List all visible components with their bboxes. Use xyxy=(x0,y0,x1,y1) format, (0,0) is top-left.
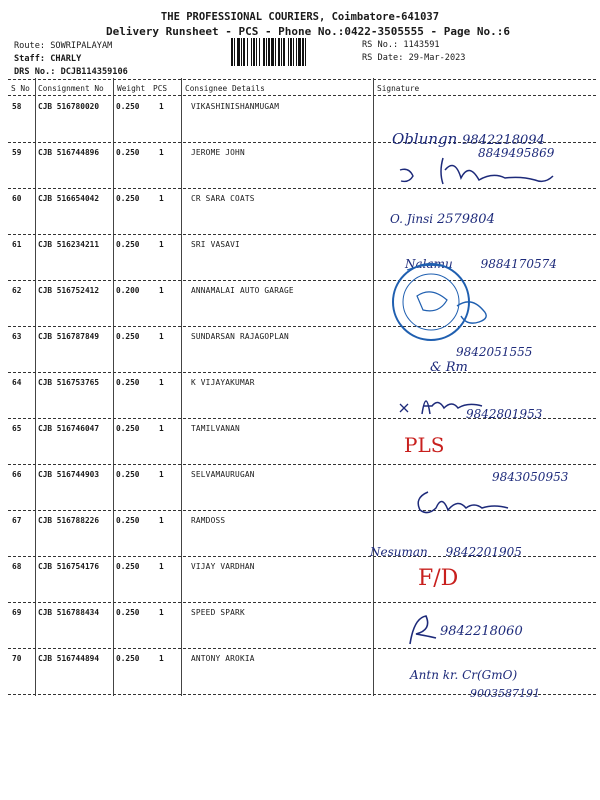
table-row xyxy=(8,281,596,327)
row-consignee: SELVAMAURUGAN xyxy=(191,470,255,479)
row-consignment-no: CJB 516654042 xyxy=(38,194,100,203)
row-pcs: 1 xyxy=(159,562,164,571)
row-consignee: K VIJAYAKUMAR xyxy=(191,378,255,387)
col-consignee: Consignee Details xyxy=(185,84,265,93)
row-weight: 0.250 xyxy=(116,470,140,479)
signature-59 xyxy=(395,150,565,195)
row-consignment-no: CJB 516746047 xyxy=(38,424,100,433)
row-pcs: 1 xyxy=(159,286,164,295)
staff-label: Staff: CHARLY xyxy=(14,54,82,64)
phone-63: 9842051555 xyxy=(456,345,533,359)
row-consignment-no: CJB 516754176 xyxy=(38,562,100,571)
row-pcs: 1 xyxy=(159,608,164,617)
row-sno: 59 xyxy=(12,148,22,157)
row-pcs: 1 xyxy=(159,240,164,249)
row-weight: 0.250 xyxy=(116,148,140,157)
row-consignment-no: CJB 516788434 xyxy=(38,608,100,617)
row-consignee: ANTONY AROKIA xyxy=(191,654,255,663)
row-consignment-no: CJB 516744903 xyxy=(38,470,100,479)
row-weight: 0.250 xyxy=(116,240,140,249)
row-sno: 64 xyxy=(12,378,22,387)
row-consignee: RAMDOSS xyxy=(191,516,226,525)
row-sno: 60 xyxy=(12,194,22,203)
row-consignment-no: CJB 516787849 xyxy=(38,332,100,341)
row-pcs: 1 xyxy=(159,194,164,203)
row-pcs: 1 xyxy=(159,654,164,663)
row-pcs: 1 xyxy=(159,470,164,479)
row-sno: 63 xyxy=(12,332,22,341)
row-consignment-no: CJB 516744896 xyxy=(38,148,100,157)
row-consignment-no: CJB 516744894 xyxy=(38,654,100,663)
row-sno: 68 xyxy=(12,562,22,571)
col-sno: S No xyxy=(11,84,30,93)
row-sno: 66 xyxy=(12,470,22,479)
row-pcs: 1 xyxy=(159,516,164,525)
company-stamp xyxy=(387,256,505,346)
col-consignment: Consignment No xyxy=(38,84,104,93)
document-title: THE PROFESSIONAL COURIERS, Coimbatore-641037 xyxy=(160,11,440,23)
row-weight: 0.200 xyxy=(116,286,140,295)
signature-67: Nesuman 9842201905 xyxy=(370,545,522,559)
row-consignee: ANNAMALAI AUTO GARAGE xyxy=(191,286,294,295)
phone-64: 9842801953 xyxy=(466,407,543,421)
drs-number: DRS No.: DCJB114359106 xyxy=(14,67,128,77)
row-consignee: JEROME JOHN xyxy=(191,148,245,157)
row-sno: 61 xyxy=(12,240,22,249)
note-65: PLS xyxy=(404,433,445,457)
row-weight: 0.250 xyxy=(116,194,140,203)
row-weight: 0.250 xyxy=(116,654,140,663)
row-consignee: SPEED SPARK xyxy=(191,608,245,617)
table-row xyxy=(8,189,596,235)
row-pcs: 1 xyxy=(159,378,164,387)
row-sno: 70 xyxy=(12,654,22,663)
row-sno: 58 xyxy=(12,102,22,111)
route-label: Route: SOWRIPALAYAM xyxy=(14,41,113,51)
phone-66: 9843050953 xyxy=(492,470,569,484)
row-consignee: SRI VASAVI xyxy=(191,240,240,249)
row-consignee: TAMILVANAN xyxy=(191,424,240,433)
table-row xyxy=(8,419,596,465)
row-pcs: 1 xyxy=(159,424,164,433)
signature-58: Oblungn 9842218094 xyxy=(392,130,545,148)
row-weight: 0.250 xyxy=(116,516,140,525)
row-consignment-no: CJB 516753765 xyxy=(38,378,100,387)
phone-59: 8849495869 xyxy=(478,146,555,160)
signature-61: Nalamu 9884170574 xyxy=(405,257,557,271)
row-weight: 0.250 xyxy=(116,562,140,571)
row-sno: 69 xyxy=(12,608,22,617)
phone-69: 9842218060 xyxy=(440,624,523,639)
row-consignee: VIJAY VARDHAN xyxy=(191,562,255,571)
row-weight: 0.250 xyxy=(116,608,140,617)
table-row xyxy=(8,557,596,603)
row-weight: 0.250 xyxy=(116,332,140,341)
row-pcs: 1 xyxy=(159,332,164,341)
row-pcs: 1 xyxy=(159,102,164,111)
row-sno: 62 xyxy=(12,286,22,295)
row-sno: 67 xyxy=(12,516,22,525)
header-top-rule xyxy=(8,79,596,80)
signature-60: O. Jinsi 2579804 xyxy=(390,212,495,227)
signature-66 xyxy=(412,484,522,518)
note-68: F/D xyxy=(418,566,459,591)
signature-70: Antn kr. Cr(GmO) xyxy=(410,668,518,682)
signature-69 xyxy=(402,612,442,648)
rs-date: RS Date: 29-Mar-2023 xyxy=(362,53,466,63)
barcode xyxy=(230,38,354,66)
phone-70: 9003587191 xyxy=(470,687,540,700)
row-consignee: SUNDARSAN RAJAGOPLAN xyxy=(191,332,289,341)
row-consignment-no: CJB 516780020 xyxy=(38,102,100,111)
row-consignment-no: CJB 516788226 xyxy=(38,516,100,525)
row-consignment-no: CJB 516752412 xyxy=(38,286,100,295)
header-bottom-rule xyxy=(8,95,596,96)
row-weight: 0.250 xyxy=(116,102,140,111)
col-signature: Signature xyxy=(377,84,420,93)
row-weight: 0.250 xyxy=(116,378,140,387)
row-consignment-no: CJB 516234211 xyxy=(38,240,100,249)
row-pcs: 1 xyxy=(159,148,164,157)
row-weight: 0.250 xyxy=(116,424,140,433)
row-consignee: VIKASHINISHANMUGAM xyxy=(191,102,280,111)
row-sno: 65 xyxy=(12,424,22,433)
document-subtitle: Delivery Runsheet - PCS - Phone No.:0422-3505555 - Page No.:6 xyxy=(106,25,510,38)
rs-number: RS No.: 1143591 xyxy=(362,40,440,50)
col-weight: Weight xyxy=(117,84,146,93)
col-pcs: PCS xyxy=(153,84,168,93)
row-consignee: CR SARA COATS xyxy=(191,194,255,203)
signature-63: & Rm xyxy=(430,360,468,375)
